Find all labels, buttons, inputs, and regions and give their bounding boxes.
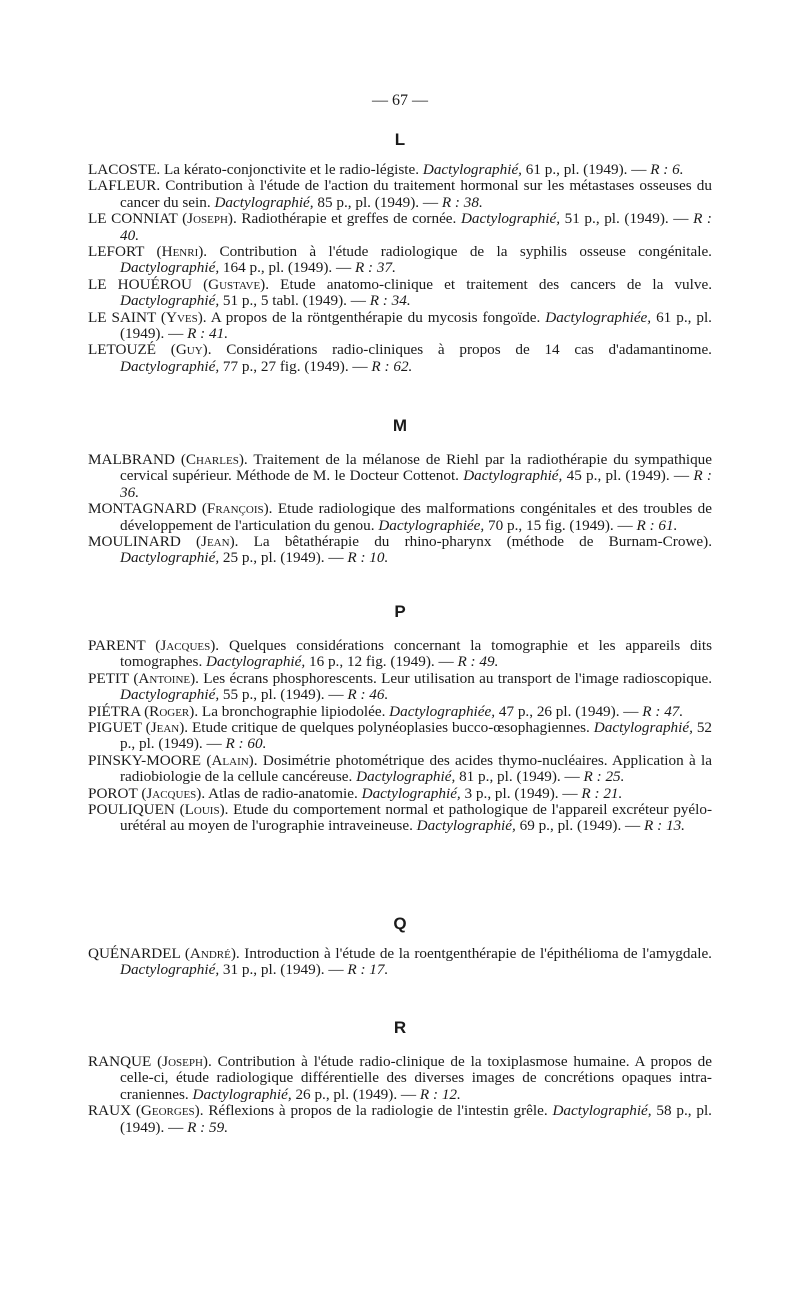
section-r	[88, 1016, 712, 1136]
bibliography-entry	[88, 1054, 712, 1103]
bibliography-entry	[88, 277, 712, 310]
entry-details: 52 p., pl. (1949). —	[120, 719, 713, 753]
entry-title: Etude radiologique des malformations congénitales et des troubles de développement de l'articulation du genou.	[120, 500, 712, 534]
entry-title: Contribution à l'étude radiologique de la syphilis osseuse congénitale.	[207, 243, 712, 261]
entry-title: Quelques considérations concernant la tomographie et les appareils dits tomographes.	[120, 637, 712, 671]
entry-firstname: (Jacques).	[155, 637, 220, 654]
entry-firstname: (Gustave).	[203, 275, 270, 293]
entry-title: Etude du comportement normal et pathologique de l'appareil excréteur pyélo-urétéral au moyen de l'urographie intraveineuse.	[120, 801, 713, 835]
entry-title: Introduction à l'étude de la roentgenthérapie de l'épithélioma de l'amygdale.	[239, 945, 712, 962]
section-letter: R	[393, 1018, 407, 1037]
entry-type: Dactylographié,	[120, 357, 220, 375]
bibliography-entry	[88, 1103, 712, 1136]
entry-title: La kérato-conjonctivite et le radio-légiste.	[160, 161, 423, 178]
entry-title: La bronchographie lipiodolée.	[198, 702, 390, 720]
entry-author: LETOUZÉ	[88, 341, 171, 359]
bibliography-entry	[88, 244, 712, 277]
entry-details: 61 p., pl. (1949). —	[120, 308, 712, 343]
bibliography-entry	[88, 452, 712, 501]
entry-details: 47 p., 26 pl. (1949). —	[495, 702, 643, 720]
entry-title: La bêtathérapie du rhino-pharynx (méthode de Burnam-Crowe).	[238, 533, 713, 551]
entry-author: LE SAINT	[88, 308, 161, 326]
entry-author: LE HOUÉROU	[88, 275, 204, 293]
entry-firstname: (Charles).	[180, 451, 248, 468]
entry-title: Etude critique de quelques polynéoplasies bucco-œsophagiennes.	[188, 719, 594, 737]
entry-author: QUÉNARDEL	[88, 945, 185, 962]
entry-author: MONTAGNARD	[88, 500, 202, 518]
entry-type: Dactylographié,	[214, 193, 314, 211]
entry-type: Dactylographiée,	[545, 308, 652, 326]
entry-details: 58 p., pl. (1949). —	[120, 1102, 712, 1136]
entry-firstname: (Jean).	[196, 533, 239, 551]
entry-ref: R : 37.	[354, 259, 396, 277]
bibliography-entry	[88, 211, 712, 244]
entry-type: Dactylographié,	[192, 1085, 292, 1103]
entry-title: Considérations radio-cliniques à propos de 14 cas d'adamantinome.	[211, 341, 712, 359]
entry-title: Atlas de radio-anatomie.	[205, 784, 362, 802]
entry-author: PIÉTRA	[88, 702, 145, 720]
entry-firstname: (Jean).	[145, 719, 189, 737]
entry-type: Dactylographiée,	[389, 702, 496, 720]
entry-type: Dactylographié,	[120, 259, 220, 277]
entry-type: Dactylographié,	[120, 549, 220, 567]
entry-title: Dosimétrie photométrique des acides thymo-nucléaires. Application à la radiobiologie de la cellule cancéreuse.	[120, 751, 713, 786]
bibliography-entry	[88, 786, 712, 802]
entry-details: 69 p., pl. (1949). —	[515, 817, 645, 835]
entry-author: RANQUE	[88, 1053, 158, 1070]
entry-title: Réflexions à propos de la radiologie de l'intestin grêle.	[203, 1102, 553, 1120]
bibliography-entry	[88, 720, 712, 753]
entry-author: LE CONNIAT	[88, 210, 183, 228]
entry-title: Contribution à l'étude radio-clinique de la toxiplasmose humaine. A propos de celle-ci, étude radiologique différentielle des diverses images de concrétions opaques intra-craniennes.	[120, 1053, 712, 1103]
section-letter: Q	[393, 914, 407, 933]
entry-author: LACOSTE.	[88, 161, 161, 178]
entry-ref: R : 60.	[225, 735, 267, 753]
entry-author: PIGUET	[88, 719, 146, 737]
entry-ref: R : 13.	[644, 817, 685, 835]
entry-firstname: (Roger).	[144, 702, 199, 720]
section-p	[88, 600, 712, 835]
entry-details: 3 p., pl. (1949). —	[460, 784, 582, 802]
entry-firstname: (Joseph).	[182, 210, 237, 228]
entry-details: 25 p., pl. (1949). —	[219, 549, 348, 567]
entry-ref: R : 47.	[642, 702, 684, 720]
bibliography-entry	[88, 310, 712, 343]
entry-author: POROT	[88, 784, 142, 802]
entry-author: PINSKY-MOORE	[88, 751, 207, 769]
entry-ref: R : 49.	[457, 653, 499, 671]
entry-ref: R : 61.	[636, 516, 678, 534]
entry-details: 51 p., pl. (1949). —	[560, 210, 694, 228]
section-letter: P	[394, 602, 406, 621]
entry-ref: R : 25.	[583, 768, 625, 786]
entry-firstname: (Joseph).	[157, 1053, 212, 1070]
entry-title: Contribution à l'étude de l'action du traitement hormonal sur les métastases osseuses du cancer du sein.	[120, 177, 712, 211]
entry-ref: R : 41.	[187, 325, 228, 343]
entry-firstname: (André).	[184, 945, 240, 962]
section-l	[88, 128, 712, 375]
bibliography-entry	[88, 638, 712, 671]
bibliography-entry	[88, 753, 712, 786]
entry-title: Les écrans phosphorescents. Leur utilisation au transport de l'image radioscopique.	[198, 669, 712, 687]
entry-ref: R : 59.	[187, 1118, 228, 1136]
entry-firstname: (Guy).	[170, 341, 212, 359]
section-letter: M	[392, 416, 408, 435]
entry-details: 164 p., pl. (1949). —	[219, 259, 355, 277]
entry-ref: R : 17.	[347, 961, 389, 979]
bibliography-entry	[88, 671, 712, 704]
entry-type: Dactylographié,	[593, 719, 693, 737]
entry-ref: R : 21.	[581, 784, 623, 802]
entry-firstname: (Jacques).	[141, 784, 206, 802]
bibliography-entry	[88, 178, 712, 211]
entry-firstname: (Alain).	[206, 751, 258, 769]
entry-author: LEFORT	[88, 243, 157, 261]
entry-details: 16 p., 12 fig. (1949). —	[305, 653, 458, 671]
entry-ref: R : 38.	[441, 193, 483, 211]
entry-author: MALBRAND	[88, 451, 181, 468]
entry-type: Dactylographiée,	[378, 516, 485, 534]
entry-details: 55 p., pl. (1949). —	[219, 686, 348, 704]
entry-title: Traitement de la mélanose de Riehl par la radiothérapie du sympathique cervical supérieur. Méthode de M. le Docteur Cottenot.	[120, 451, 712, 485]
bibliography-entry	[88, 802, 712, 835]
entry-ref: R : 34.	[369, 292, 411, 310]
entry-author: RAUX	[88, 1102, 136, 1120]
entry-type: Dactylographié,	[120, 292, 220, 310]
bibliography-entry	[88, 162, 712, 178]
entry-details: 85 p., pl. (1949). —	[313, 193, 442, 211]
page-number: — 67 —	[372, 92, 428, 109]
entry-firstname: (Yves).	[160, 308, 207, 326]
entry-type: Dactylographié,	[120, 961, 220, 979]
entry-type: Dactylographié,	[120, 686, 220, 704]
entry-ref: R : 40.	[120, 210, 712, 244]
entry-author: POULIQUEN	[88, 801, 180, 819]
entry-type: Dactylographié,	[361, 784, 461, 802]
entry-type: Dactylographié,	[460, 210, 561, 228]
entry-type: Dactylographié,	[463, 467, 563, 485]
entry-firstname: (Antoine).	[133, 669, 199, 687]
entry-ref: R : 36.	[120, 467, 712, 501]
entry-ref: R : 46.	[347, 686, 389, 704]
entry-details: 77 p., 27 fig. (1949). —	[219, 357, 372, 375]
entry-details: 51 p., 5 tabl. (1949). —	[219, 292, 370, 310]
entry-firstname: (Georges).	[135, 1102, 204, 1120]
entry-title: Etude anatomo-clinique et traitement des cancers de la vulve.	[269, 275, 712, 293]
entry-ref: R : 10.	[347, 549, 389, 567]
entry-details: 70 p., 15 fig. (1949). —	[484, 516, 637, 534]
entry-details: 61 p., pl. (1949). —	[521, 161, 651, 178]
entry-author: LAFLEUR.	[88, 177, 161, 195]
section-letter: L	[394, 130, 406, 149]
entry-type: Dactylographié,	[206, 653, 306, 671]
bibliography-entry	[88, 946, 712, 979]
entry-ref: R : 6.	[650, 161, 684, 178]
entry-firstname: (Louis).	[179, 801, 229, 819]
entry-type: Dactylographié,	[422, 161, 522, 178]
entry-author: PETIT	[88, 669, 134, 687]
entry-ref: R : 62.	[371, 357, 413, 375]
entry-details: 26 p., pl. (1949). —	[291, 1085, 420, 1103]
entry-type: Dactylographié,	[416, 817, 516, 835]
entry-title: A propos de la röntgenthérapie du mycosis fongoïde.	[206, 308, 546, 326]
bibliography-entry	[88, 534, 712, 567]
entry-firstname: (Henri).	[156, 243, 208, 261]
entry-type: Dactylographié,	[356, 768, 456, 786]
entry-author: MOULINARD	[88, 533, 196, 551]
section-m	[88, 414, 712, 567]
bibliography-entry	[88, 704, 712, 720]
entry-ref: R : 12.	[419, 1085, 461, 1103]
section-q	[88, 912, 712, 979]
entry-author: PARENT	[88, 637, 156, 654]
bibliography-entry	[88, 501, 712, 534]
entry-title: Radiothérapie et greffes de cornée.	[236, 210, 461, 228]
bibliography-entry	[88, 342, 712, 375]
entry-details: 81 p., pl. (1949). —	[455, 768, 584, 786]
entry-details: 31 p., pl. (1949). —	[219, 961, 348, 979]
entry-type: Dactylographié,	[552, 1102, 652, 1120]
entry-details: 45 p., pl. (1949). —	[562, 467, 694, 485]
entry-firstname: (François).	[201, 500, 273, 518]
